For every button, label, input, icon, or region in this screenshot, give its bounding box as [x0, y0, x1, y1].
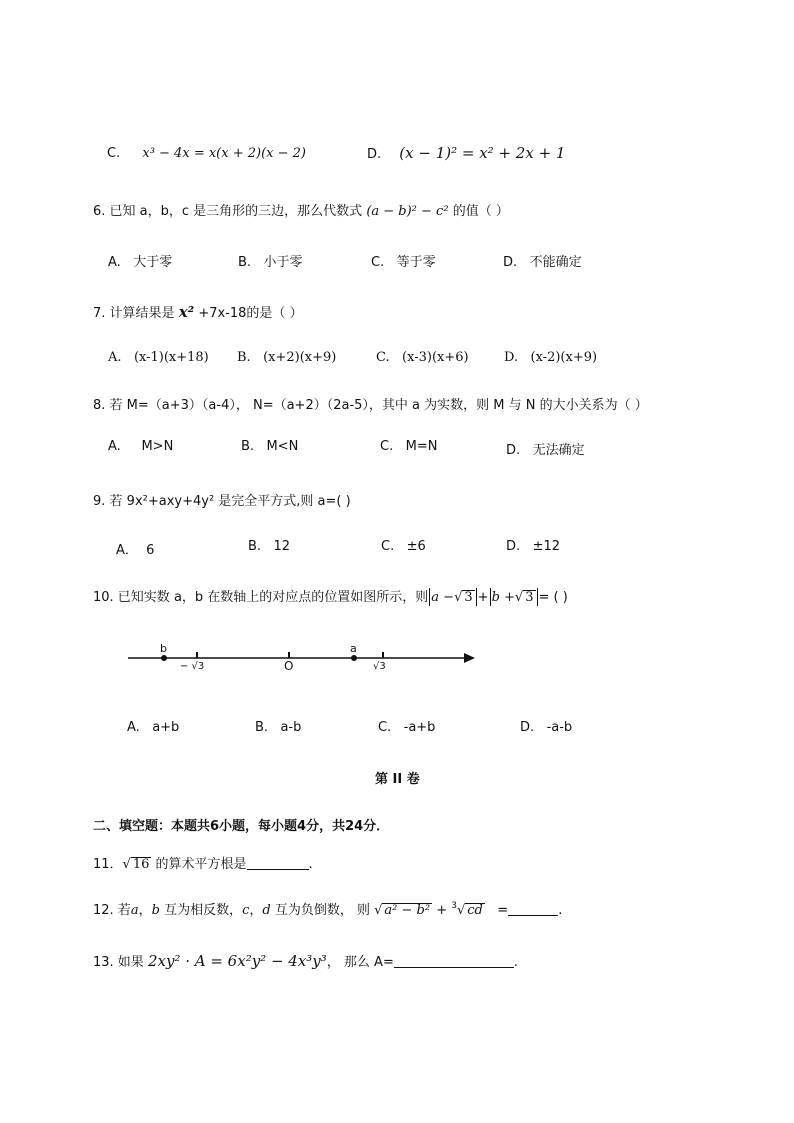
q13-end: . — [513, 955, 518, 970]
q10-option-b-text: a-b — [280, 720, 302, 735]
axis-label-pos-root: √3 — [373, 661, 386, 672]
q9-option-c — [381, 539, 426, 554]
axis-label-b: b — [160, 642, 167, 655]
q7-option-c-text: (x-3)(x+6) — [402, 350, 469, 365]
q6-option-b-label: B. — [238, 255, 252, 270]
abs-bar — [490, 588, 491, 606]
q5-option-c-expr-lhs: x³ − 4x — [142, 146, 190, 161]
q12-equals: = — [497, 903, 509, 918]
q8-option-c-label: C. — [380, 439, 394, 454]
q6-option-a-label: A. — [108, 255, 121, 270]
q10-option-c — [378, 720, 435, 735]
q7-option-a-text: (x-1)(x+18) — [133, 350, 209, 365]
q7-option-d-label: D. — [504, 350, 519, 365]
axis-label-neg-root: − √3 — [180, 661, 205, 672]
q12-answer-blank[interactable] — [508, 902, 558, 916]
q5-option-d — [367, 144, 565, 162]
q8-option-a — [108, 439, 173, 454]
point-b — [161, 655, 167, 661]
q9-option-d-text: ±12 — [532, 539, 560, 554]
q7-option-a-label: A. — [108, 350, 122, 365]
q12-stem: 12. 若a，b 互为相反数，c，d 互为负倒数， 则 √ a² − b² + $^3$√ cd = . — [93, 901, 563, 918]
q10-option-a-label: A. — [127, 720, 140, 735]
q10-option-c-text: -a+b — [403, 720, 436, 735]
q13-stem — [93, 951, 518, 970]
q9-option-c-text: ±6 — [406, 539, 426, 554]
q11-answer-blank[interactable] — [247, 856, 309, 870]
q7-expression: x² — [178, 303, 195, 321]
q6-option-c-text: 等于零 — [396, 255, 436, 270]
q10-option-b-label: B. — [255, 720, 269, 735]
q7-option-d — [504, 350, 597, 365]
q13-expression: 2xy² · A = 6x²y² − 4x³y³ — [147, 952, 327, 970]
q8-option-d — [506, 439, 585, 458]
q9-option-a-text: 6 — [146, 543, 155, 558]
q6-option-b — [238, 251, 302, 270]
q7-option-b-text: (x+2)(x+9) — [263, 350, 337, 365]
q7-stem-text-a: 7. 计算结果是 — [93, 306, 175, 321]
q7-option-b — [237, 350, 336, 365]
q12-stem-text-mid1: 互为相反数， — [164, 903, 243, 918]
abs-bar — [537, 588, 538, 606]
q8-option-b — [241, 439, 298, 454]
q10-option-c-label: C. — [378, 720, 392, 735]
q12-root1: a² − b² — [384, 903, 431, 918]
q10-stem-text-a: 10. 已知实数 a，b 在数轴上的对应点的位置如图所示，则 — [93, 590, 429, 605]
point-a — [351, 655, 357, 661]
q9-option-b-text: 12 — [273, 539, 291, 554]
q10-abs1-expr: a − — [431, 590, 455, 605]
q8-option-b-label: B. — [241, 439, 255, 454]
q8-stem: 8. 若 M=（a+3）（a-4）， N=（a+2）（2a-5），其中 a 为实数，则 M 与 N 的大小关系为（ ） — [93, 398, 648, 413]
q9-option-b — [248, 539, 290, 554]
q10-option-d — [520, 720, 572, 735]
q7-stem-text-b: +7x-18的是（ ） — [198, 306, 303, 321]
q9-option-d — [506, 539, 560, 554]
q9-option-d-label: D. — [506, 539, 521, 554]
axis-label-origin: O — [284, 659, 294, 673]
q12-end: . — [558, 903, 563, 918]
number-line — [120, 640, 490, 676]
q12-var-c: c — [242, 903, 250, 918]
q13-stem-text-b: ， 那么 A= — [326, 955, 394, 970]
q6-option-d-label: D. — [503, 255, 518, 270]
q6-option-a-text: 大于零 — [133, 255, 173, 270]
q11-end: . — [308, 857, 313, 872]
q8-option-c — [380, 439, 437, 454]
q7-option-c — [376, 350, 469, 365]
q11-root: 16 — [132, 857, 150, 872]
q10-stem: 10. 已知实数 a，b 在数轴上的对应点的位置如图所示，则 a −√ 3 + b +√ 3 = ( ) — [93, 590, 568, 605]
q7-option-c-label: C. — [376, 350, 390, 365]
q6-option-d — [503, 251, 582, 270]
q6-option-d-text: 不能确定 — [529, 255, 582, 270]
section-heading: 二、填空题：本题共6小题，每小题4分，共24分． — [93, 819, 390, 834]
q10-abs1-root: 3 — [464, 590, 473, 605]
q6-option-c — [371, 251, 436, 270]
q7-option-b-label: B. — [237, 350, 251, 365]
q6-option-b-text: 小于零 — [263, 255, 303, 270]
q6-expression: (a − b)² − c² — [366, 204, 449, 219]
q10-option-d-label: D. — [520, 720, 535, 735]
q8-option-a-text: M>N — [141, 439, 174, 454]
q9-option-a — [116, 539, 154, 558]
q12-var-b: b — [151, 903, 160, 918]
q12-var-d: d — [262, 903, 271, 918]
q10-option-b — [255, 720, 301, 735]
q12-cube-index: 3 — [451, 901, 457, 911]
q8-option-a-label: A. — [108, 439, 121, 454]
q10-abs2-root: 3 — [525, 590, 534, 605]
q10-option-a — [127, 720, 179, 735]
q5-option-d-label: D. — [367, 147, 382, 162]
q8-option-b-text: M<N — [266, 439, 299, 454]
q12-stem-text-mid2: 互为负倒数， 则 — [274, 903, 370, 918]
q9-option-a-label: A． — [116, 543, 138, 558]
q8-option-d-text: 无法确定 — [532, 443, 585, 458]
q10-plus: + — [477, 590, 489, 605]
q5-option-c-expr-rhs: = x(x + 2)(x − 2) — [193, 146, 306, 161]
q11-stem-text: 的算术平方根是 — [155, 857, 247, 872]
q8-option-c-text: M=N — [405, 439, 438, 454]
q12-stem-text-a: 12. 若 — [93, 903, 131, 918]
q9-stem: 9. 若 9x²+axy+4y² 是完全平方式,则 a=( ) — [93, 494, 351, 509]
q7-stem — [93, 302, 303, 321]
q6-option-a — [108, 251, 172, 270]
q6-stem-text-b: 的值（ ） — [452, 204, 509, 219]
q9-option-c-label: C. — [381, 539, 395, 554]
q13-answer-blank[interactable] — [394, 954, 514, 968]
section-title: 第 II 卷 — [375, 772, 420, 787]
q7-option-a — [108, 350, 209, 365]
q12-sep2: ， — [249, 903, 263, 918]
q6-option-c-label: C. — [371, 255, 385, 270]
axis-label-a: a — [350, 642, 357, 655]
q6-stem — [93, 200, 509, 219]
abs-bar — [476, 588, 477, 606]
q8-option-d-label: D. — [506, 443, 521, 458]
q13-stem-text-a: 13. 如果 — [93, 955, 144, 970]
q12-var-a: a — [130, 903, 139, 918]
q6-stem-text-a: 6. 已知 a，b，c 是三角形的三边，那么代数式 — [93, 204, 363, 219]
q12-sep1: ， — [138, 903, 152, 918]
q5-option-d-expr: (x − 1)² = x² + 2x + 1 — [399, 144, 566, 162]
q5-option-c — [107, 146, 306, 161]
q11-stem: 11．√ 16 的算术平方根是 . — [93, 857, 313, 872]
q10-option-a-text: a+b — [152, 720, 180, 735]
arrow-right-icon — [464, 653, 475, 663]
q11-number: 11． — [93, 857, 123, 872]
q7-option-d-text: (x-2)(x+9) — [530, 350, 598, 365]
q5-option-c-label: C. — [107, 146, 121, 161]
q10-abs2-expr: b + — [491, 590, 515, 605]
q12-plus: + — [436, 903, 448, 918]
q9-option-b-label: B. — [248, 539, 262, 554]
q12-root2: cd — [467, 903, 483, 918]
q10-option-d-text: -a-b — [546, 720, 573, 735]
q10-stem-text-b: = ( ) — [538, 590, 568, 605]
